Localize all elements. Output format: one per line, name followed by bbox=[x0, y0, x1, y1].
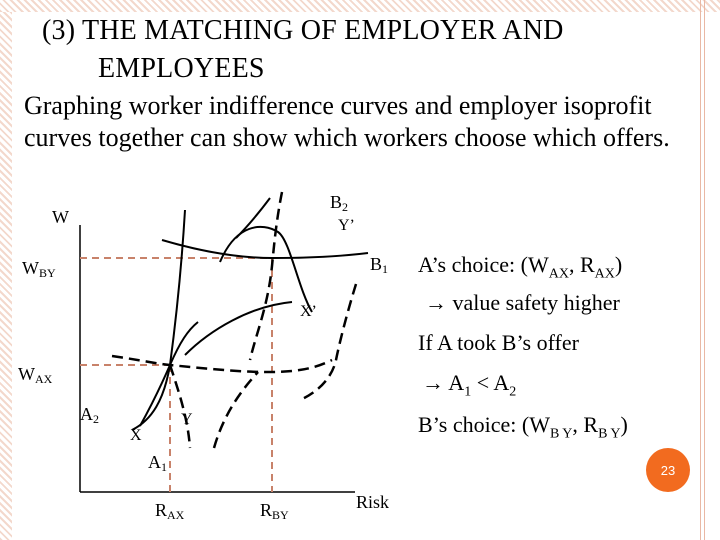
a1-label: A1 bbox=[148, 452, 167, 474]
a1-dashed-curve bbox=[170, 365, 190, 448]
a-compare-note: → $A_1 < A_2$ bbox=[422, 370, 517, 400]
x-prime-label: X’ bbox=[300, 303, 317, 320]
page-number-badge: 23 bbox=[646, 448, 690, 492]
a-choice-note: A’s choice: ($W_{AX}$, $R_{AX}$) bbox=[418, 252, 623, 282]
y-prime-label: Y’ bbox=[338, 217, 355, 234]
right-dashed-curve bbox=[300, 284, 356, 400]
rby-label: RBY bbox=[260, 500, 289, 522]
x-label: X bbox=[130, 427, 142, 444]
slide-title-line1: (3) THE MATCHING OF EMPLOYER AND bbox=[42, 15, 564, 46]
wby-label: WBY bbox=[22, 258, 56, 280]
slide-title-line2: EMPLOYEES bbox=[98, 53, 265, 84]
b1-label: B1 bbox=[370, 254, 389, 276]
rax-label: RAX bbox=[155, 500, 185, 522]
a2-label: A2 bbox=[80, 404, 99, 426]
if-a-took-note: If A took B’s offer bbox=[418, 330, 579, 355]
x-prime-curve bbox=[185, 302, 292, 355]
y-dashed-curve bbox=[214, 372, 258, 448]
y-axis-label: W bbox=[52, 207, 69, 227]
y-label: Y bbox=[181, 411, 193, 428]
wax-label: WAX bbox=[18, 364, 53, 386]
intro-paragraph: Graphing worker indifference curves and employer isoprofit curves together can show which workers choose which offers. bbox=[24, 91, 670, 152]
b2-label: B2 bbox=[330, 192, 349, 214]
a2-curve bbox=[132, 210, 185, 430]
value-safety-note: → value safety higher bbox=[425, 290, 620, 315]
b1-curve bbox=[162, 240, 368, 258]
x-axis-label: Risk bbox=[356, 492, 390, 512]
b-choice-note: B’s choice: ($W_{B Y}$, $R_{B Y}$) bbox=[418, 412, 628, 442]
